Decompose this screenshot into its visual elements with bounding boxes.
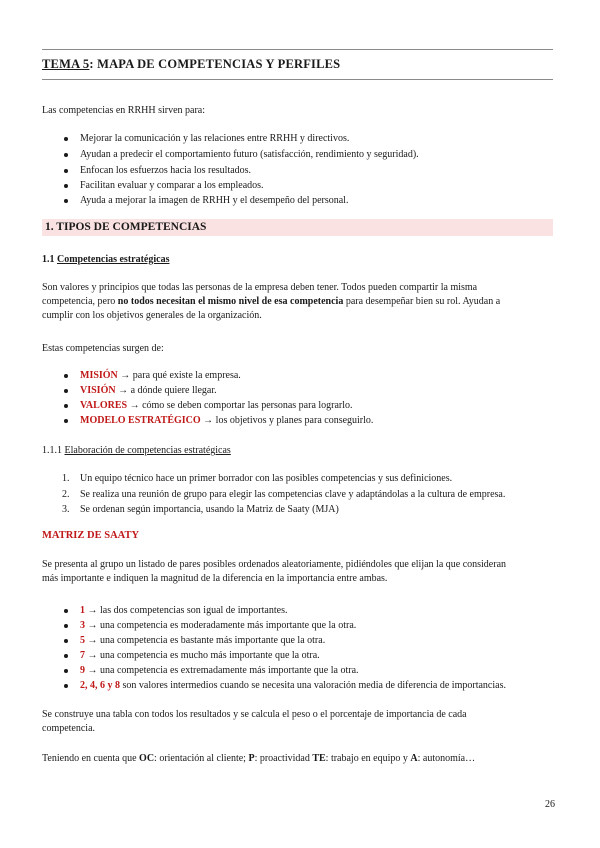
list-item: 1. Un equipo técnico hace un primer borrador con las posibles competencias y sus definiciones. — [62, 473, 453, 484]
list-item: 3. Se ordenan según importancia, usando la Matriz de Saaty (MJA) — [62, 504, 339, 515]
saaty-heading: MATRIZ DE SAATY — [42, 530, 140, 541]
subsubsection-heading: 1.1.1 Elaboración de competencias estratégicas — [42, 445, 231, 456]
table-paragraph: Se construye una tabla con todos los resultados y se calcula el peso o el porcentaje de importancia de cada competencia. — [42, 709, 467, 734]
sources-intro: Estas competencias surgen de: — [42, 343, 164, 354]
saaty-paragraph: Se presenta al grupo un listado de pares posibles ordenados aleatoriamente, pidiéndoles que elijan la que consideran más importante e indiquen la magnitud de la diferencia en la importancia entre ambas. — [42, 559, 507, 584]
title-divider — [42, 79, 553, 80]
intro-text: Las competencias en RRHH sirven para: — [42, 105, 206, 116]
page-number: 26 — [545, 799, 555, 810]
strategic-paragraph: Son valores y principios que todas las personas de la empresa deben tener. Todos pueden compartir la misma competencia, pero no todos necesitan el mismo nivel de esa competencia para desempeñar bien su rol. Ayudan a cumplir con los objetivos generales de la organización. — [42, 282, 501, 321]
list-item: 2. Se realiza una reunión de grupo para elegir las competencias clave y adaptándolas a la cultura de empresa. — [62, 489, 506, 500]
tema-label: TEMA 5 — [42, 57, 90, 71]
page-title — [42, 57, 340, 72]
section-heading: 1. TIPOS DE COMPETENCIAS — [45, 221, 207, 233]
title-text: : MAPA DE COMPETENCIAS Y PERFILES — [89, 57, 341, 71]
top-divider — [42, 49, 553, 50]
subsection-heading: 1.1 Competencias estratégicas — [42, 254, 170, 265]
legend-paragraph: Teniendo en cuenta que OC: orientación al cliente; P: proactividad TE: trabajo en equipo y A: autonomía… — [42, 753, 476, 764]
